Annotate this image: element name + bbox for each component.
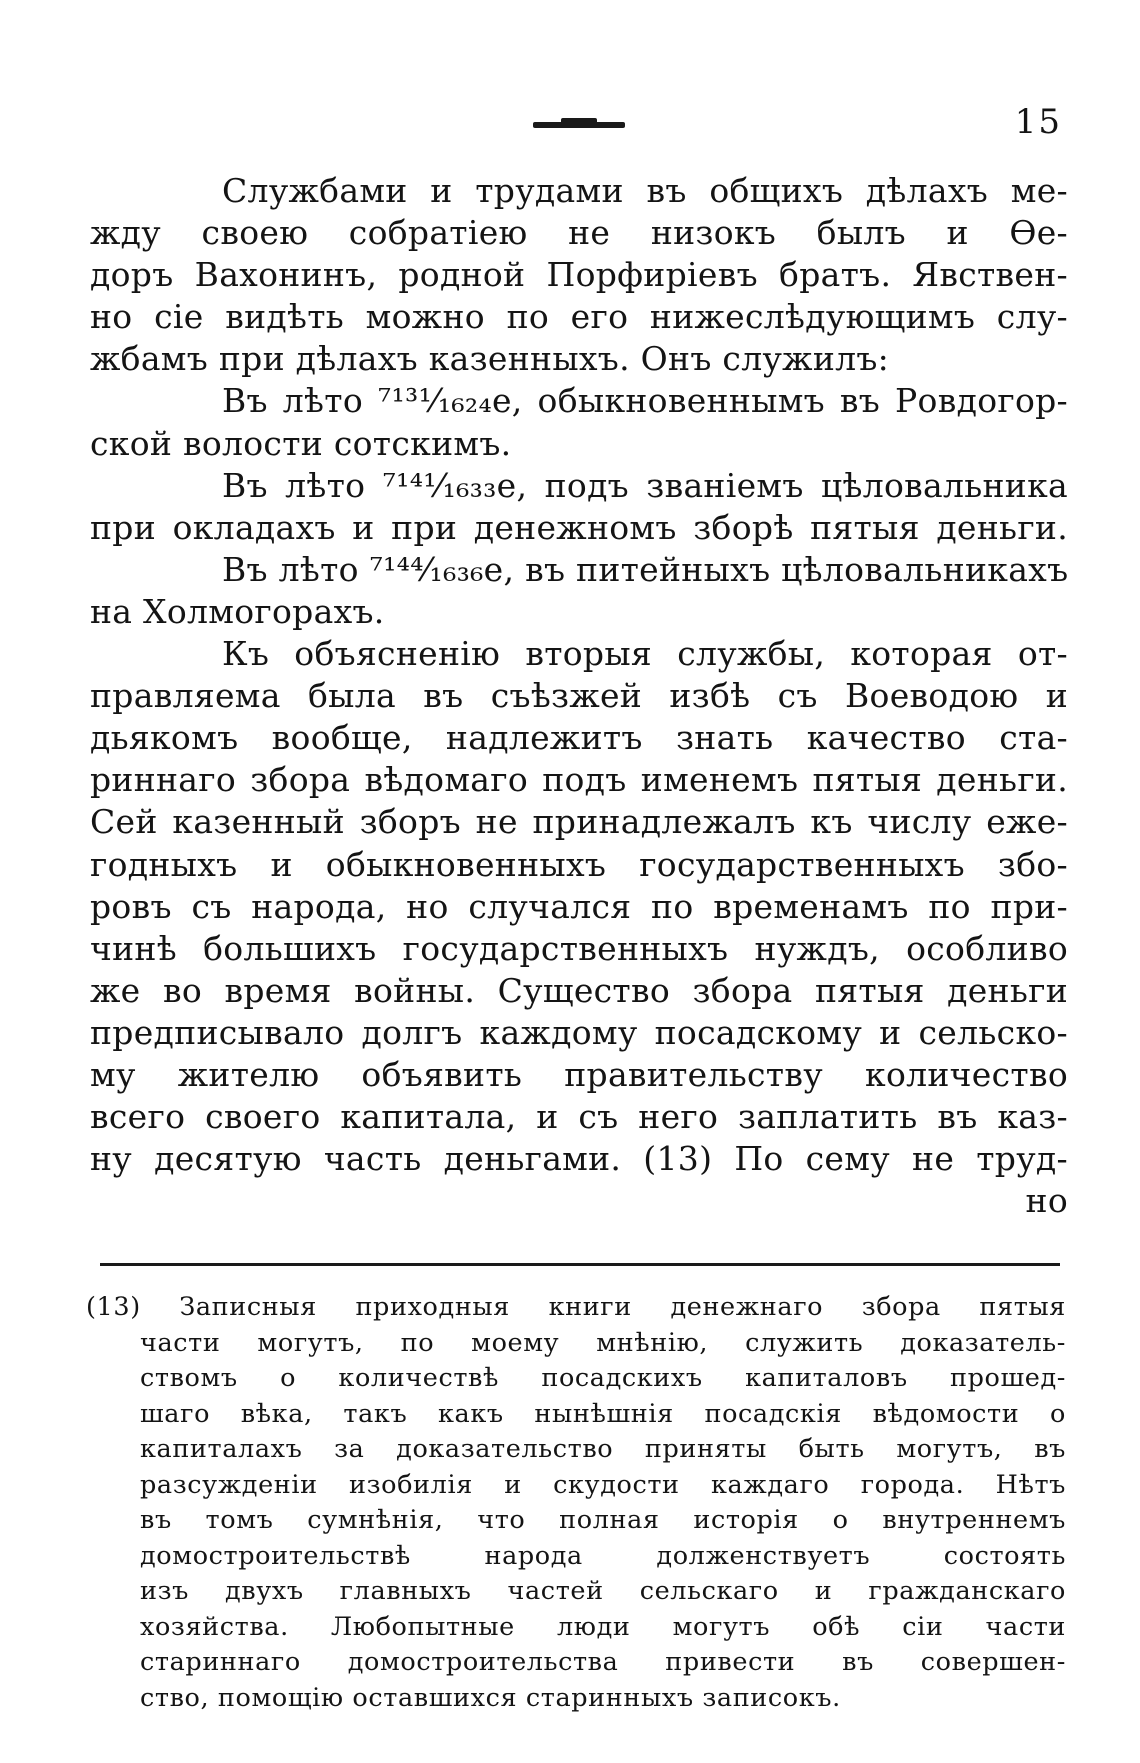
text-line: Сей казенный зборъ не принадлежалъ къ числу еже- (90, 802, 1068, 842)
footnote-line: шаго вѣка, такъ какъ нынѣшнiя посадскiя вѣдомости о (140, 1398, 1066, 1429)
footnote-line: (13) Записныя приходныя книги денежнаго збора пятыя (86, 1292, 1066, 1322)
text-line: жду своею собратiею не низокъ былъ и Ѳе- (90, 213, 1068, 253)
text-line: при окладахъ и при денежномъ зборѣ пятыя деньги. (90, 507, 1068, 547)
text-line: Въ лѣто ⁷¹⁴¹⁄₁₆₃₃е, подъ званiемъ цѣловальника (222, 465, 1068, 505)
text-line: же во время войны. Существо збора пятыя деньги (90, 970, 1068, 1010)
footnote-line: капиталахъ за доказательство приняты быть могутъ, въ (140, 1434, 1066, 1464)
footnote-line: разсужденiи изобилiя и скудости каждаго города. Нѣтъ (140, 1469, 1066, 1500)
text-line: дьякомъ вообще, надлежитъ знать качество ста- (90, 718, 1068, 758)
footnote-line: части могутъ, по моему мнѣнiю, служить доказатель- (140, 1327, 1066, 1358)
text-line: ну десятую часть деньгами. (13) По сему не труд- (90, 1139, 1068, 1179)
text-line: Къ объясненiю вторыя службы, которая от- (222, 634, 1068, 674)
text-line: чинѣ большихъ государственныхъ нуждъ, особливо (90, 928, 1068, 968)
text-line: Службами и трудами въ общихъ дѣлахъ ме- (222, 171, 1068, 210)
text-line: риннаго збора вѣдомаго подъ именемъ пятыя деньги. (90, 760, 1068, 800)
text-line: всего своего капитала, и съ него заплатить въ каз- (90, 1097, 1068, 1137)
footnote-line: ствомъ о количествѣ посадскихъ капиталовъ прошед- (140, 1363, 1066, 1393)
footnote-line: ство, помощiю оставшихся старинныхъ записокъ. (140, 1682, 841, 1713)
footnote-line: хозяйства. Любопытные люди могутъ обѣ сiи части (140, 1611, 1066, 1642)
text-line: Въ лѣто ⁷¹⁴⁴⁄₁₆₃₆е, въ питейныхъ цѣловальникахъ (222, 549, 1069, 589)
footnote-line: въ томъ сумнѣнiя, что полная исторiя о внутреннемъ (140, 1505, 1066, 1535)
text-line: но сiе видѣть можно по его нижеслѣдующимъ слу- (90, 297, 1068, 337)
text-line: ской волости сотскимъ. (90, 423, 512, 463)
text-line: годныхъ и обыкновенныхъ государственныхъ збо- (90, 844, 1068, 884)
footnote-line: стариннаго домостроительства привести въ совершен- (140, 1647, 1066, 1677)
text-line: жбамъ при дѣлахъ казенныхъ. Онъ служилъ: (90, 339, 890, 379)
text-line: му жителю объявить правительству количество (90, 1054, 1068, 1094)
footnote-line: изъ двухъ главныхъ частей сельскаго и гражданскаго (140, 1576, 1066, 1606)
text-line: предписывало долгъ каждому посадскому и сельско- (90, 1012, 1068, 1052)
main-text (90, 170, 1068, 1222)
footnote-divider (100, 1263, 1060, 1266)
text-line: Въ лѣто ⁷¹³¹⁄₁₆₂₄е, обыкновеннымъ въ Ровдогор- (222, 381, 1068, 421)
footnote (86, 1290, 1066, 1716)
text-line: ровъ съ народа, но случался по временамъ по при- (90, 886, 1068, 926)
text-line: правляема была въ съѣзжей избѣ съ Воеводою и (90, 676, 1068, 716)
text-line: доръ Вахонинъ, родной Порфирiевъ братъ. Явствен- (90, 255, 1068, 295)
page-number: 15 (1014, 102, 1062, 142)
footnote-line: домостроительствѣ народа долженствуетъ состоять (140, 1540, 1066, 1571)
catchword: но (1025, 1181, 1068, 1221)
header-ornament (533, 122, 625, 128)
text-line: на Холмогорахъ. (90, 591, 385, 631)
